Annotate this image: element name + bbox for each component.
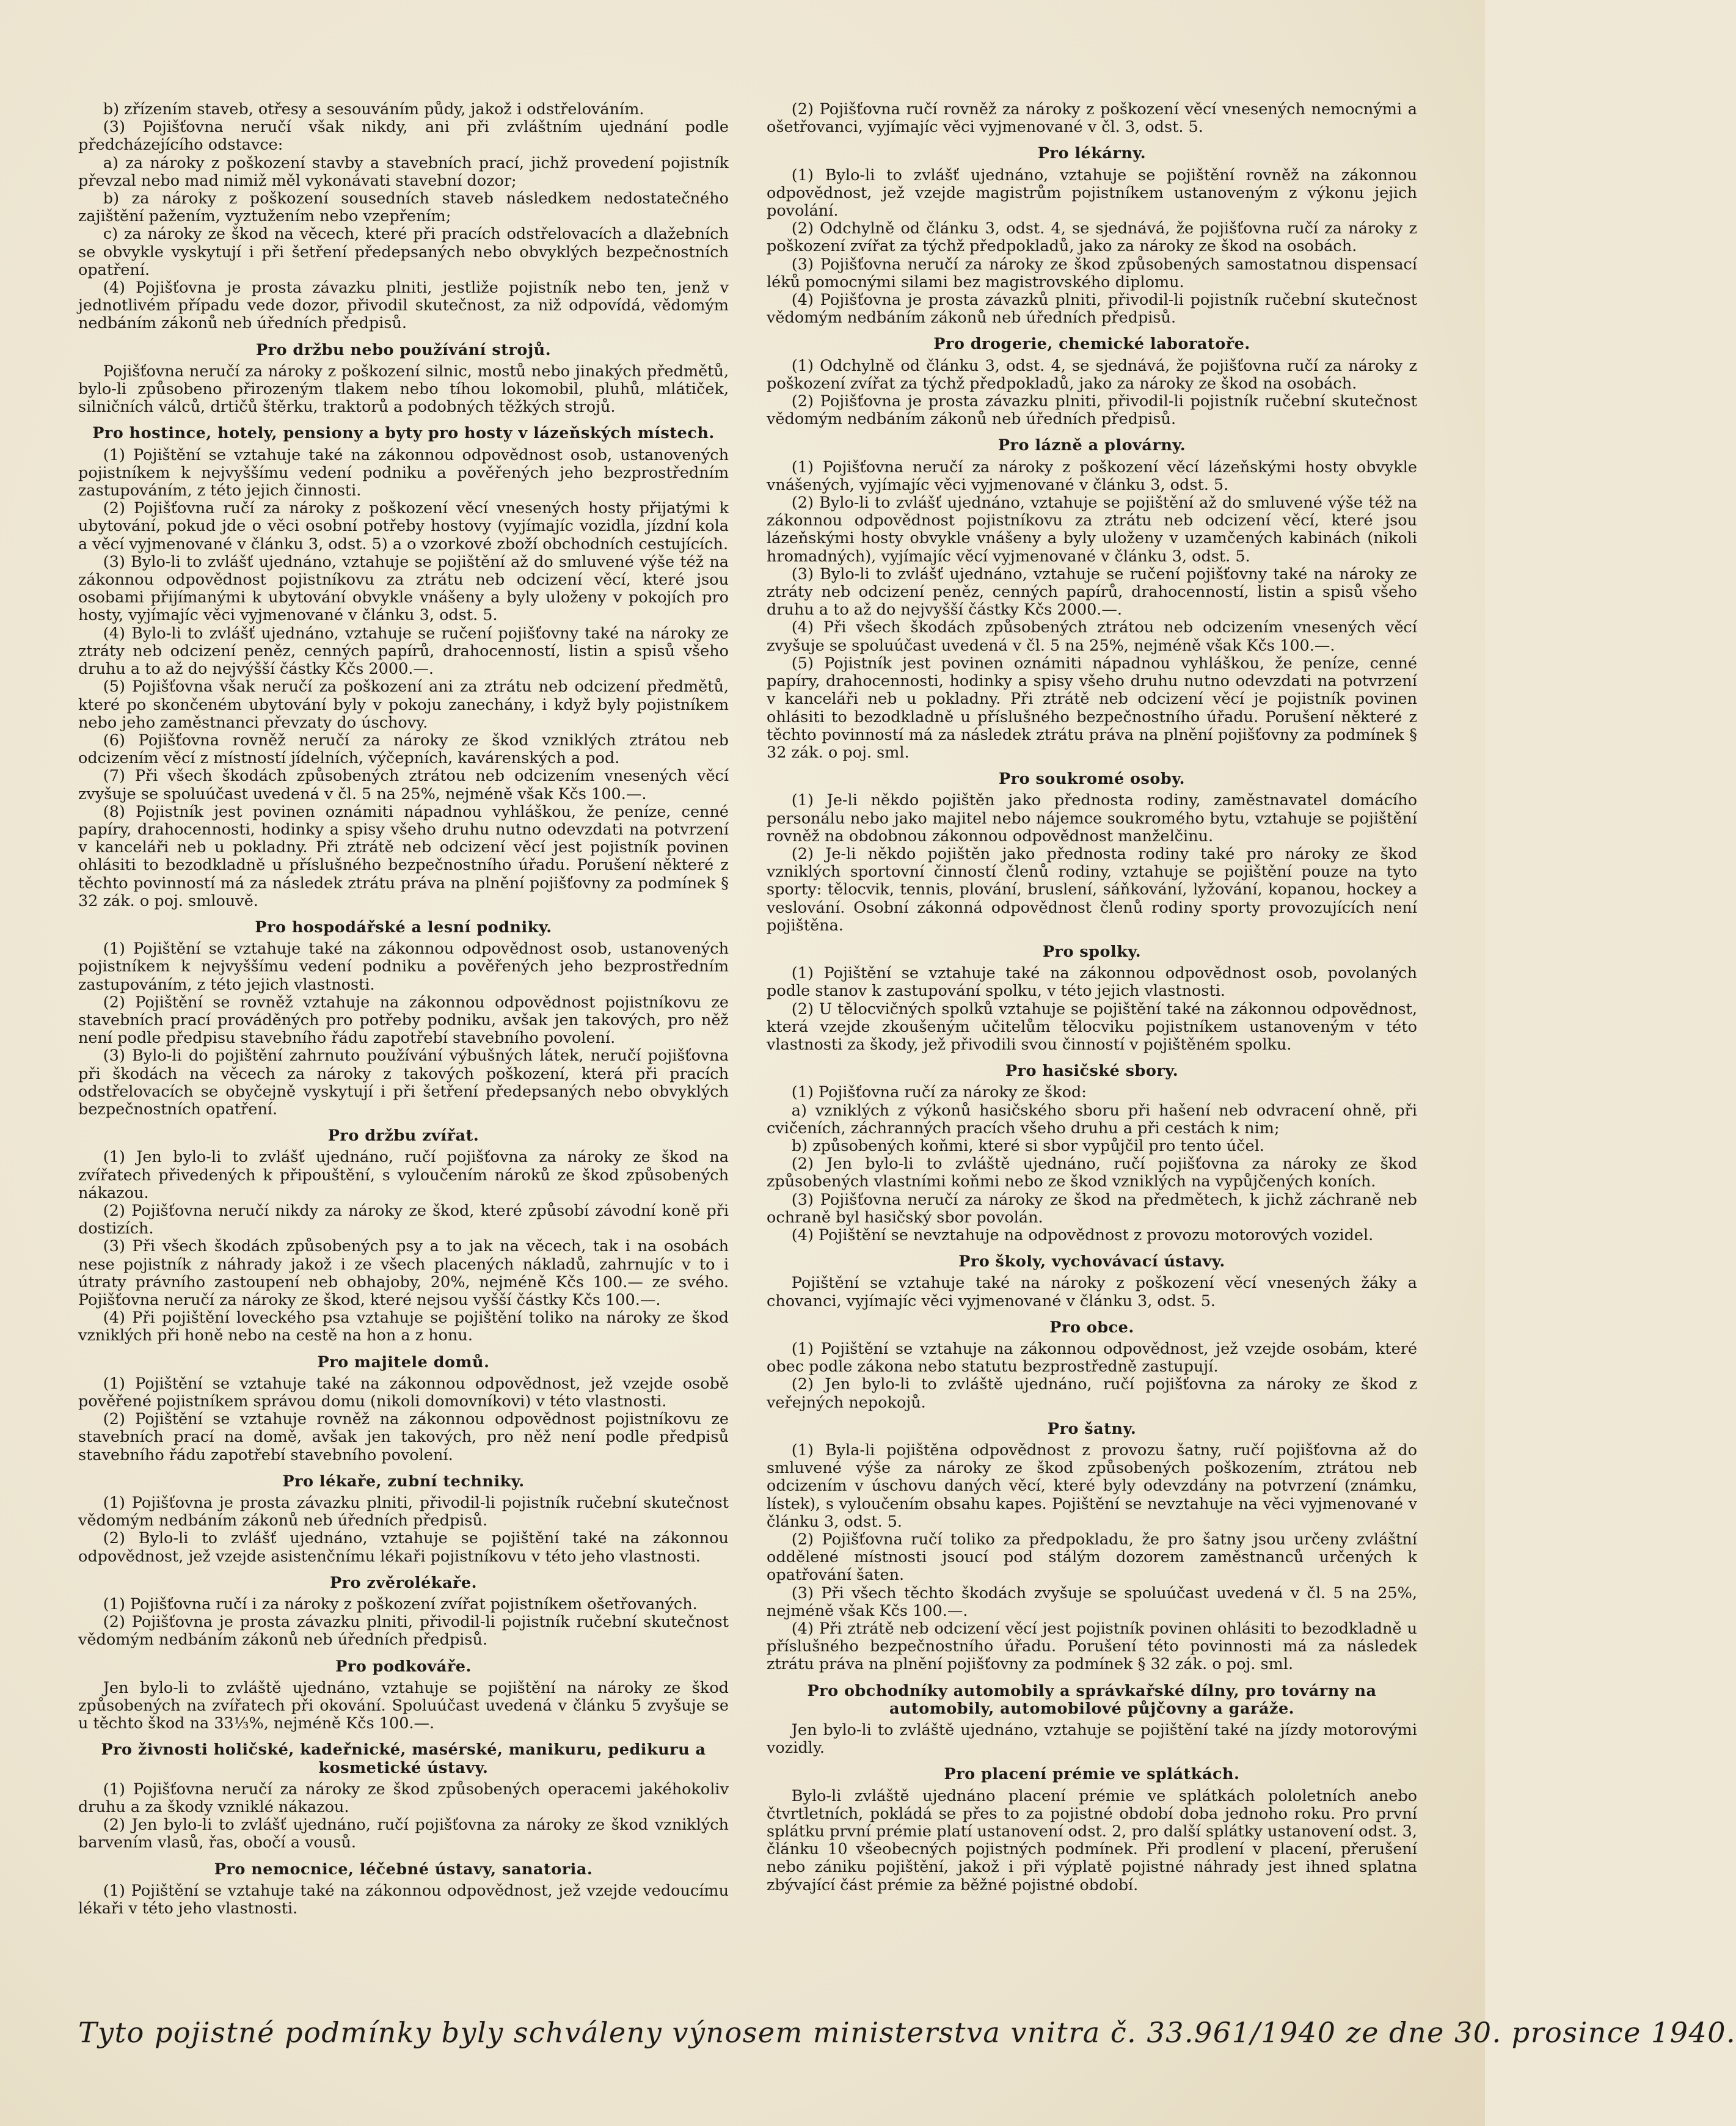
paragraph: (1) Bylo-li to zvlášť ujednáno, vztahuje se pojištění rovněž na zákonnou odpovědnost, jež vzejde magistrům pojistníkem ustanoveným z výkonu jejich povolání.	[767, 166, 1417, 221]
paragraph: (2) Pojištění se rovněž vztahuje na zákonnou odpovědnost pojistníkovu ze stavebních prací prováděných pro potřeby podniku, avšak jen takových, pro něž není podle předpisu stavebního řádu zapotřebí stavebního povolení.	[78, 993, 729, 1048]
section-heading: Pro hostince, hotely, pensiony a byty pro hosty v lázeňských místech.	[92, 424, 715, 443]
paragraph: (2) Jen bylo-li to zvláště ujednáno, ručí pojišťovna za nároky ze škod z veřejných nepokojů.	[767, 1375, 1417, 1412]
paragraph: (2) Bylo-li to zvlášť ujednáno, vztahuje se pojištění až do smluvené výše též na zákonnou odpovědnost pojistníkovu za ztrátu neb odcizení věcí, které jsou lázeňskými hosty obvykle vnášeny a byly uloženy v uzamčených kabinách (nikoli hromadných), vyjímajíc věcí vyjmenované v článku 3, odst. 5.	[767, 494, 1417, 566]
paragraph: (1) Pojišťovna ručí i za nároky z poškození zvířat pojistníkem ošetřovaných.	[103, 1595, 698, 1614]
paragraph: (4) Pojišťovna je prosta závazků plniti, přivodil-li pojistník ručební skutečnost vědomým nedbáním zákonů neb úředních předpisů.	[767, 291, 1417, 327]
paragraph: (2) Pojišťovna neručí nikdy za nároky ze škod, které způsobí závodní koně při dostizích.	[78, 1201, 729, 1238]
paragraph: (4) Pojištění se nevztahuje na odpovědnost z provozu motorových vozidel.	[791, 1226, 1374, 1244]
paragraph: (5) Pojistník jest povinen oznámiti nápadnou vyhláškou, že peníze, cenné papíry, drahocennosti, hodinky a spisy všeho druhu nutno odevzdati na potvrzení v kanceláři neb u pokladny. Při ztrátě neb odcizení věcí je pojistník povinen ohlásiti to bezodkladně u příslušného bezpečnostního úřadu. Porušení některé z těchto povinností má za následek ztrátu práva na plnění pojišťovny za podmínek § 32 zák. o poj. sml.	[767, 654, 1417, 762]
paragraph: (4) Bylo-li to zvlášť ujednáno, vztahuje se ručení pojišťovny také na nároky ze ztráty neb odcizení peněz, cenných papírů, drahocenností, listin a spisů všeho druhu a to až do nejvýšší částky Kčs 2000.—.	[78, 624, 729, 679]
section-heading: Pro podkováře.	[335, 1657, 472, 1676]
left-column	[78, 101, 729, 2016]
paragraph: Pojištění se vztahuje také na nároky z poškození věcí vnesených žáky a chovanci, vyjímajíc věci vyjmenované v článku 3, odst. 5.	[767, 1274, 1417, 1310]
paragraph: (3) Pojišťovna neručí za nároky ze škod způsobených samostatnou dispensací léků pomocnými silami bez magistrovského diplomu.	[767, 255, 1417, 291]
section-heading: Pro spolky.	[1042, 942, 1142, 961]
paragraph: Pojišťovna neručí za nároky z poškození silnic, mostů nebo jinakých předmětů, bylo-li způsobeno přirozeným tlakem nebo tíhou lokomobil, pluhů, mlátiček, silničních válců, drtičů štěrku, traktorů a podobných těžkých strojů.	[78, 362, 729, 417]
paragraph: b) zřízením staveb, otřesy a sesouváním půdy, jakož i odstřelováním.	[103, 100, 644, 119]
section-heading: Pro lékárny.	[1037, 144, 1147, 163]
paragraph: (1) Byla-li pojištěna odpovědnost z provozu šatny, ručí pojišťovna až do smluvené výše za nároky ze škod způsobených poškozením, ztrátou neb odcizením v úschovu daných věcí, které byly odevzdány na potvrzení (známku, lístek), s vyloučením obsahu kapes. Pojištění se nevztahuje na věci vyjmenované v článku 3, odst. 5.	[767, 1441, 1417, 1531]
text-columns	[78, 101, 1418, 2016]
paragraph: (2) Jen bylo-li to zvláště ujednáno, ručí pojišťovna za nároky ze škod způsobených vlastními koňmi nebo ze škod vzniklých na vypůjčených koních.	[767, 1155, 1417, 1191]
paragraph: (1) Pojištění se vztahuje také na zákonnou odpovědnost osob, ustanovených pojistníkem k nejvyššímu vedení podniku a pověřených jeho bezprostředním zastupováním, z této jejich vlastnosti.	[78, 940, 729, 994]
paragraph: (3) Pojišťovna neručí za nároky ze škod na předmětech, k jichž záchraně neb ochraně byl hasičský sbor povolán.	[767, 1190, 1417, 1227]
section-heading: Pro držbu nebo používání strojů.	[255, 340, 552, 359]
paragraph: (1) Pojišťovna neručí za nároky z poškození věcí lázeňskými hosty obvykle vnášených, vyjímajíc věci vyjmenované v článku 3, odst. 5.	[767, 458, 1417, 494]
section-heading: Pro hasičské sbory.	[1005, 1062, 1179, 1081]
paragraph: (2) Jen bylo-li to zvlášť ujednáno, ručí pojišťovna za nároky ze škod vzniklých barvením vlasů, řas, obočí a vousů.	[78, 1816, 729, 1852]
section-heading: Pro drogerie, chemické laboratoře.	[933, 335, 1250, 354]
paragraph: (2) Odchylně od článku 3, odst. 4, se sjednává, že pojišťovna ručí za nároky z poškození zvířat za týchž předpokladů, jako za nároky ze škod na osobách.	[767, 219, 1417, 256]
paragraph: (3) Při všech těchto škodách zvyšuje se spoluúčast uvedená v čl. 5 na 25%, nejméně však Kčs 100.—.	[767, 1584, 1417, 1620]
paragraph: (1) Pojištění se vztahuje také na zákonnou odpovědnost, jež vzejde osobě pověřené pojistníkem správou domu (nikoli domovníkovi) v této vlastnosti.	[78, 1374, 729, 1411]
section-heading: Pro školy, vychovávací ústavy.	[958, 1252, 1225, 1271]
right-column	[767, 101, 1417, 2016]
paragraph: a) za nároky z poškození stavby a stavebních prací, jichž provedení pojistník převzal nebo mad nimiž měl vykonávati stavební dozor;	[78, 153, 729, 190]
paragraph: (5) Pojišťovna však neručí za poškození ani za ztrátu neb odcizení předmětů, které po skončeném ubytování byly v pokoju zanechány, i když byly pojistníkem nebo jeho zaměstnanci převzaty do úschovy.	[78, 678, 729, 732]
section-heading: Pro šatny.	[1047, 1419, 1137, 1438]
section-heading: Pro obce.	[1049, 1318, 1134, 1337]
paragraph: (1) Je-li někdo pojištěn jako přednosta rodiny, zaměstnavatel domácího personálu nebo jako majitel nebo nájemce soukromého bytu, vztahuje se pojištění rovněž na obdobnou zákonnou odpovědnost manželčinu.	[767, 791, 1417, 846]
paragraph: c) za nároky ze škod na věcech, které při pracích odstřelovacích a dlažebních se obvykle vyskytují i při šetření předepsaných nebo obvyklých bezpečnostních opatření.	[78, 225, 729, 279]
paragraph: (3) Bylo-li to zvlášť ujednáno, vztahuje se ručení pojišťovny také na nároky ze ztráty neb odcizení peněz, cenných papírů, drahocenností, listin a spisů všeho druhu a to až do nejvyšší částky Kčs 2000.—.	[767, 564, 1417, 619]
section-heading: Pro zvěrolékaře.	[329, 1573, 478, 1592]
paragraph: (2) U tělocvičných spolků vztahuje se pojištění také na zákonnou odpovědnost, která vzejde zkoušeným učitelům tělocviku pojistníkem ustanoveným v této vlastnosti za škody, jež přivodili svou činností v pojištěném spolku.	[767, 999, 1417, 1054]
section-heading: Pro soukromé osoby.	[998, 770, 1186, 789]
section-heading: Pro držbu zvířat.	[327, 1127, 480, 1145]
paragraph: (1) Jen bylo-li to zvlášť ujednáno, ručí pojišťovna za nároky ze škod na zvířatech přivedených k připouštění, s vyloučením nároků ze škod způsobených nákazou.	[78, 1148, 729, 1202]
paragraph: Jen bylo-li to zvláště ujednáno, vztahuje se pojištění na nároky ze škod způsobených na zvířatech při okování. Spoluúčast uvedená v článku 5 zvyšuje se u těchto škod na 33⅓%, nejméně Kčs 100.—.	[78, 1678, 729, 1733]
paragraph: (2) Pojištění se vztahuje rovněž na zákonnou odpovědnost pojistníkovu ze stavebních prací na domě, avšak jen takových, pro něž není podle předpisů stavebního řádu zapotřebí stavebního povolení.	[78, 1410, 729, 1464]
paragraph: (1) Pojištění se vztahuje také na zákonnou odpovědnost osob, povolaných podle stanov k zastupování spolku, v této jejich vlastnosti.	[767, 964, 1417, 1001]
paragraph: b) způsobených koňmi, které si sbor vypůjčil pro tento účel.	[791, 1136, 1264, 1155]
paragraph: (1) Pojišťovna je prosta závazku plniti, přivodil-li pojistník ručební skutečnost vědomým nedbáním zákonů neb úředních předpisů.	[78, 1494, 729, 1530]
section-heading: Pro živnosti holičské, kadeřnické, masérské, manikuru, pedikuru a kosmetické ústavy.	[101, 1741, 706, 1777]
paragraph: (6) Pojišťovna rovněž neručí za nároky ze škod vzniklých ztrátou neb odcizením věcí z místností jídelních, výčepních, kavárenských a pod.	[78, 731, 729, 768]
paragraph: a) vzniklých z výkonů hasičského sboru při hašení neb odvracení ohně, při cvičeních, záchranných pracích všeho druhu a při cestách k nim;	[767, 1101, 1417, 1138]
paragraph: (4) Při všech škodách způsobených ztrátou neb odcizením vnesených věcí zvyšuje se spoluúčast uvedená v čl. 5 na 25%, nejméně však Kčs 100.—.	[767, 618, 1417, 655]
section-heading: Pro obchodníky automobily a správkařské dílny, pro továrny na automobily, automobilové půjčovny a garáže.	[807, 1681, 1377, 1718]
section-heading: Pro placení prémie ve splátkách.	[944, 1765, 1240, 1784]
paragraph: (3) Bylo-li do pojištění zahrnuto používání výbušných látek, neručí pojišťovna při škodách na věcech za nároky z takových poškození, která při pracích odstřelovacích se obyčejně vyskytují i při šetření předepsaných nebo obvyklých bezpečnostních opatření.	[78, 1047, 729, 1119]
paragraph: (3) Bylo-li to zvlášť ujednáno, vztahuje se pojištění až do smluvené výše též na zákonnou odpovědnost pojistníkovu za ztrátu neb odcizení věcí, které jsou osobami přijímanými k ubytování obvykle vnášeny a byly uloženy v pokojích pro hosty, vyjímajíc věci vyjmenované v článku 3, odst. 5.	[78, 552, 729, 625]
paragraph: (1) Pojišťovna neručí za nároky ze škod způsobených operacemi jakéhokoliv druhu a za škody vzniklé nákazou.	[78, 1780, 729, 1817]
section-heading: Pro lékaře, zubní techniky.	[282, 1472, 525, 1491]
paragraph: (2) Pojišťovna je prosta závazku plniti, přivodil-li pojistník ručební skutečnost vědomým nedbáním zákonů neb úředních předpisů.	[767, 392, 1417, 429]
paragraph: (3) Při všech škodách způsobených psy a to jak na věcech, tak i na osobách nese pojistník z náhrady jakož i ze všech placených nákladů, zahrnujíc v to i útraty právního zastoupení neb obhajoby, 20%, nejméně Kčs 100.— ze svého. Pojišťovna neručí za nároky ze škod, které nejsou vyšší částky Kčs 100.—.	[78, 1237, 729, 1309]
paragraph: b) za nároky z poškození sousedních staveb následkem nedostatečného zajištění pažením, vyztužením nebo vzepřením;	[78, 189, 729, 226]
paragraph: (1) Pojištění se vztahuje také na zákonnou odpovědnost, jež vzejde vedoucímu lékaři v této jeho vlastnosti.	[78, 1881, 729, 1918]
paragraph: (2) Pojišťovna ručí za nároky z poškození věcí vnesených hosty přijatými k ubytování, pokud jde o věci osobní potřeby hostovy (vyjímajíc vozidla, jízdní kola a věcí vyjmenované v článku 3, odst. 5) a o vzorkové zboží obchodních cestujících.	[78, 499, 729, 553]
paragraph: (2) Pojišťovna ručí toliko za předpokladu, že pro šatny jsou určeny zvláštní oddělené místnosti jsoucí pod stálým dozorem zaměstnanců určených k opatřování šaten.	[767, 1530, 1417, 1585]
section-heading: Pro lázně a plovárny.	[997, 436, 1186, 455]
paragraph: (2) Pojišťovna ručí rovněž za nároky z poškození věcí vnesených nemocnými a ošetřovanci, vyjímajíc věci vyjmenované v čl. 3, odst. 5.	[767, 100, 1417, 137]
paragraph: Bylo-li zvláště ujednáno placení prémie ve splátkách pololetních anebo čtvrtletních, pokládá se přes to za pojistné období doba jednoho roku. Pro první splátku první prémie platí ustanovení odst. 2, pro další splátky ustanovení odst. 3, článku 10 všeobecných pojistných podmínek. Při prodlení v placení, přerušení nebo zániku pojištění, jakož i při výplatě pojistné náhrady jest ihned splatna zbývající část prémie za běžné pojistné období.	[767, 1786, 1417, 1894]
paragraph: (4) Při ztrátě neb odcizení věcí jest pojistník povinen ohlásiti to bezodkladně u příslušného bezpečnostního úřadu. Porušení této povinnosti má za následek ztrátu práva na plnění pojišťovny za podmínek § 32 zák. o poj. sml.	[767, 1620, 1417, 1674]
paragraph: Jen bylo-li to zvláště ujednáno, vztahuje se pojištění také na jízdy motorovými vozidly.	[767, 1721, 1417, 1758]
paragraph: (2) Pojišťovna je prosta závazku plniti, přivodil-li pojistník ručební skutečnost vědomým nedbáním zákonů neb úředních předpisů.	[78, 1613, 729, 1649]
paragraph: (4) Pojišťovna je prosta závazku plniti, jestliže pojistník nebo ten, jenž v jednotlivém případu vede dozor, přivodil skutečnost, za niž odpovídá, vědomým nedbáním zákonů neb úředních předpisů.	[78, 279, 729, 333]
paragraph: (8) Pojistník jest povinen oznámiti nápadnou vyhláškou, že peníze, cenné papíry, drahocennosti, hodinky a spisy všeho druhu nutno odevzdati na potvrzení v kanceláři neb u pokladny. Při ztrátě neb odcizení věcí jest pojistník povinen ohlásiti to bezodkladně u příslušného bezpečnostního úřadu. Porušení některé z těchto povinností má za následek ztrátu práva na plnění pojišťovny za podmínek § 32 zák. o poj. smlouvě.	[78, 802, 729, 910]
section-heading: Pro hospodářské a lesní podniky.	[255, 918, 552, 937]
paragraph: (1) Pojišťovna ručí za nároky ze škod:	[791, 1083, 1087, 1102]
paragraph: (1) Odchylně od článku 3, odst. 4, se sjednává, že pojišťovna ručí za nároky z poškození zvířat za týchž předpokladů, jako za nároky ze škod na osobách.	[767, 356, 1417, 393]
paragraph: (1) Pojištění se vztahuje na zákonnou odpovědnost, jež vzejde osobám, které obec podle zákona nebo statutu bezprostředně zastupují.	[767, 1340, 1417, 1376]
approval-note: Tyto pojistné podmínky byly schváleny výnosem ministerstva vnitra č. 33.961/1940 ze dne 30. prosince 1940.	[78, 2016, 1736, 2049]
section-heading: Pro nemocnice, léčebné ústavy, sanatoria.	[214, 1860, 593, 1879]
paragraph: (4) Při pojištění loveckého psa vztahuje se pojištění toliko na nároky ze škod vzniklých při honě nebo na cestě na hon a z honu.	[78, 1309, 729, 1345]
paragraph: (7) Při všech škodách způsobených ztrátou neb odcizením vnesených věcí zvyšuje se spoluúčast uvedená v čl. 5 na 25%, nejméně však Kčs 100.—.	[78, 767, 729, 803]
paragraph: (2) Bylo-li to zvlášť ujednáno, vztahuje se pojištění také na zákonnou odpovědnost, jež vzejde asistenčnímu lékaři pojistníkovu v této jeho vlastnosti.	[78, 1529, 729, 1566]
section-heading: Pro majitele domů.	[317, 1353, 490, 1372]
paragraph: (2) Je-li někdo pojištěn jako přednosta rodiny také pro nároky ze škod vzniklých sportovní činností členů rodiny, vztahuje se pojištění pouze na tyto sporty: tělocvik, tennis, plování, bruslení, sáňkování, lyžování, kopanou, hockey a veslování. Osobní zákonná odpovědnost členů rodiny sporty provozujících není pojištěna.	[767, 844, 1417, 935]
paragraph: (3) Pojišťovna neručí však nikdy, ani při zvláštním ujednání podle předcházejícího odstavce:	[78, 118, 729, 155]
paragraph: (1) Pojištění se vztahuje také na zákonnou odpovědnost osob, ustanovených pojistníkem k nejvyššímu vedení podniku a pověřených jeho bezprostředním zastupováním, z této jejich činnosti.	[78, 445, 729, 500]
